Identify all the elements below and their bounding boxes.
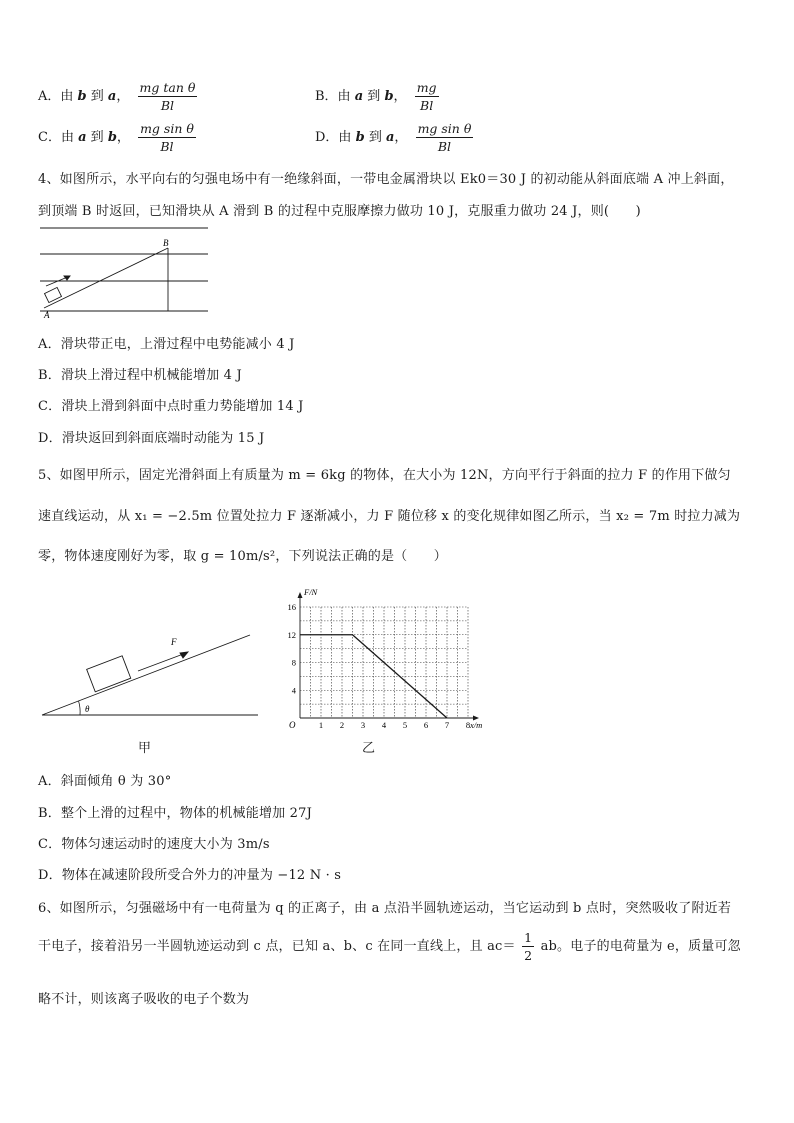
y-axis-label: F/N (304, 587, 318, 597)
x-tick-label: 4 (381, 720, 387, 730)
q6-stem-line3: 略不计，则该离子吸收的电子个数为 (38, 992, 250, 1007)
q4-stem-line1: 4、如图所示，水平向右的匀强电场中有一绝缘斜面，一带电金属滑块以 Ek0＝30 J 的初动能从斜面底端 A 冲上斜面， (38, 172, 734, 187)
q6-stem-line2 (38, 930, 741, 963)
q5-jia-force-label: F (171, 637, 177, 647)
x-tick-label: 7 (444, 720, 450, 730)
q5-jia-angle-label: θ (85, 704, 90, 714)
q3-b-prefix: B．由 (315, 89, 351, 104)
y-tick-label: 4 (291, 685, 296, 696)
x-tick-label: 1 (318, 720, 324, 730)
q4-figure (36, 222, 216, 322)
q3-c-fraction (138, 121, 196, 154)
y-tick-label: 8 (291, 657, 296, 668)
q3-c-v1: a (78, 130, 87, 145)
q6-stem-line1: 6、如图所示，匀强磁场中有一电荷量为 q 的正离子，由 a 点沿半圆轨迹运动，当它运动到 b 点时，突然吸收了附近若 (38, 901, 732, 916)
q4-stem-line2: 到顶端 B 时返回，已知滑块从 A 滑到 B 的过程中克服摩擦力做功 10 J，克服重力做功 24 J，则( ) (38, 204, 641, 219)
fx-chart-axes (289, 587, 482, 730)
q3-d-den: Bl (437, 139, 452, 154)
q3-d-fraction (416, 121, 474, 154)
q4-option-d: D．滑块返回到斜面底端时动能为 15 J (38, 431, 265, 446)
q4-label-a: A (44, 310, 50, 320)
q4-option-c: C．滑块上滑到斜面中点时重力势能增加 14 J (38, 399, 304, 414)
q3-option-d (315, 121, 473, 154)
q5-stem-line3: 零，物体速度刚好为零，取 g = 10m/s²，下列说法正确的是（ ） (38, 549, 447, 564)
q5-option-c: C．物体匀速运动时的速度大小为 3m/s (38, 837, 270, 852)
x-tick-label: 3 (360, 720, 366, 730)
y-tick-label: 16 (287, 602, 296, 612)
q5-fx-chart (278, 585, 503, 735)
q3-a-mid: 到 (90, 89, 104, 104)
q3-option-a (38, 80, 197, 113)
q3-c-prefix: C．由 (38, 130, 74, 145)
q3-d-v1: b (355, 130, 365, 145)
y-tick-label: 12 (287, 629, 296, 640)
q3-b-den: Bl (420, 98, 434, 113)
fx-chart-ticks (288, 602, 471, 730)
q5-fig-jia-caption: 甲 (138, 741, 152, 756)
q4-option-b: B．滑块上滑过程中机械能增加 4 J (38, 368, 242, 383)
q5-option-a: A．斜面倾角 θ 为 30° (38, 774, 172, 789)
q5-stem-line2: 速直线运动，从 x₁ = −2.5m 位置处拉力 F 逐渐减小，力 F 随位移 x 的变化规律如图乙所示，当 x₂ = 7m 时拉力减为 (38, 509, 741, 524)
q4-label-b: B (163, 238, 169, 248)
q3-d-v2: a (385, 130, 395, 145)
q3-d-prefix: D．由 (315, 130, 352, 145)
q5-stem-line1: 5、如图甲所示，固定光滑斜面上有质量为 m = 6kg 的物体，在大小为 12N，方向平行于斜面的拉力 F 的作用下做匀 (38, 468, 731, 483)
q3-b-v2: b (384, 89, 394, 104)
q3-option-b (315, 80, 439, 113)
q6-line2-part-b: ab。电子的电荷量为 e，质量可忽 (540, 939, 741, 954)
q3-d-num: mg sin θ (417, 121, 472, 136)
y-axis-arrow (298, 592, 303, 598)
q3-d-mid: 到 (368, 130, 382, 145)
q3-a-sep: ， (116, 89, 130, 104)
q4-incline-surface (44, 248, 168, 308)
q3-c-mid: 到 (90, 130, 104, 145)
q3-d-sep: ， (394, 130, 408, 145)
q6-half-fraction (522, 930, 534, 963)
q5-figure-jia (38, 625, 263, 725)
q3-c-num: mg sin θ (140, 121, 194, 136)
q3-b-fraction (415, 80, 439, 113)
q3-b-num: mg (416, 80, 437, 95)
x-tick-label: 5 (402, 720, 408, 730)
x-tick-label: 6 (423, 720, 429, 730)
q3-a-num: mg tan θ (139, 80, 196, 95)
q3-c-den: Bl (160, 139, 174, 154)
q5-jia-angle-arc (79, 701, 81, 715)
x-tick-label: 2 (339, 720, 345, 730)
q5-option-b: B．整个上滑的过程中，物体的机械能增加 27J (38, 806, 313, 821)
q3-c-sep: ， (116, 130, 130, 145)
q6-frac-den: 2 (524, 948, 533, 963)
q3-a-den: Bl (160, 98, 175, 113)
q3-b-mid: 到 (367, 89, 381, 104)
x-axis-label: x/m (470, 720, 483, 730)
q6-frac-num: 1 (524, 930, 533, 945)
q3-a-v2: a (107, 89, 117, 104)
origin-label: O (289, 720, 296, 730)
q3-c-v2: b (107, 130, 117, 145)
q5-jia-block (87, 656, 131, 692)
q6-line2-part-a: 干电子，接着沿另一半圆轨迹运动到 c 点，已知 a、b、c 在同一直线上，且 ac＝ (38, 939, 516, 954)
q4-option-a: A．滑块带正电，上滑过程中电势能减小 4 J (38, 337, 295, 352)
q3-a-fraction (138, 80, 198, 113)
q5-option-d: D．物体在减速阶段所受合外力的冲量为 −12 N · s (38, 868, 342, 883)
q3-a-prefix: A．由 (38, 89, 74, 104)
x-tick-label: 8 (465, 720, 471, 730)
q5-jia-incline (42, 635, 250, 715)
q3-a-v1: b (77, 89, 87, 104)
q3-b-v1: a (354, 89, 364, 104)
q5-fig-yi-caption: 乙 (362, 741, 376, 756)
q3-b-sep: ， (393, 89, 407, 104)
q3-option-c (38, 121, 196, 154)
